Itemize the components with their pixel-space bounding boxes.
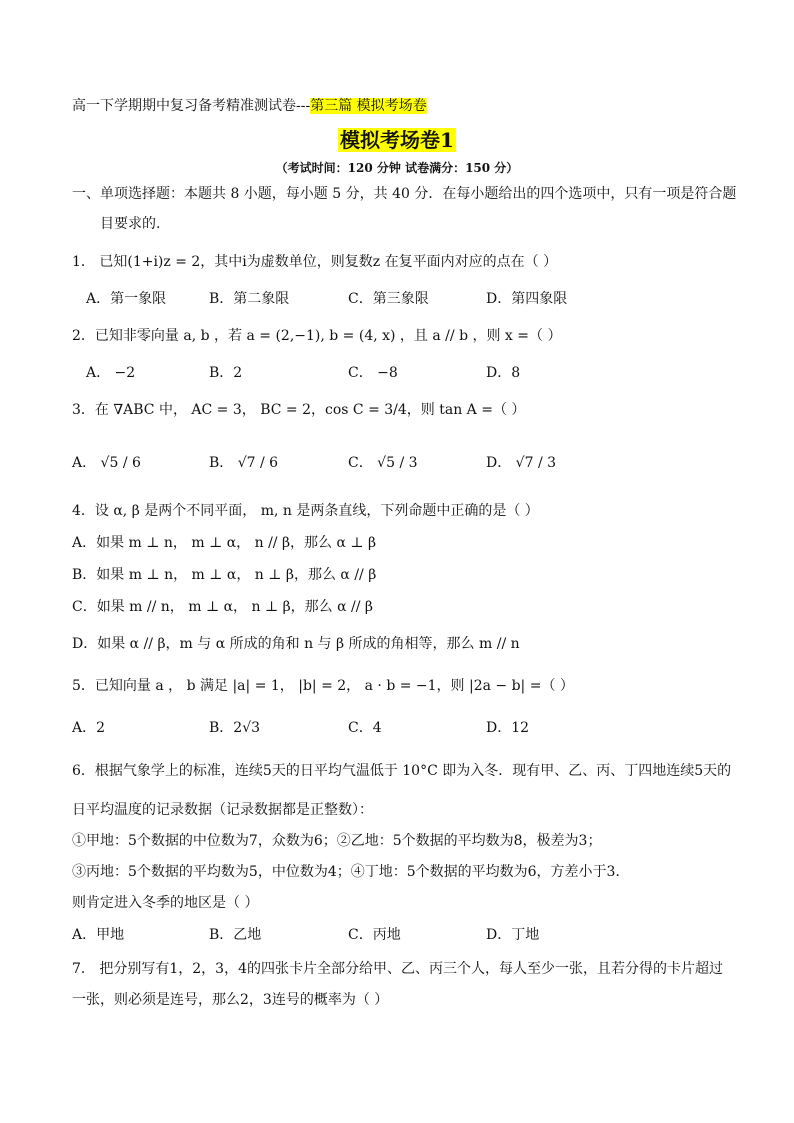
header-highlight: 第三篇 模拟考场卷 bbox=[310, 98, 427, 114]
q6-line-4: ③丙地：5个数据的平均数为5，中位数为4；④丁地：5个数据的平均数为6，方差小于3． bbox=[72, 864, 630, 880]
exam-subtitle: （考试时间：120 分钟 试卷满分：150 分） bbox=[275, 161, 519, 175]
q3-stem: 3．在 ∇ABC 中， AC = 3， BC = 2，cos C = 3/4，则 tan A =（ ） bbox=[72, 402, 526, 418]
q3-option-d: D． √7 / 3 bbox=[486, 455, 557, 471]
q3-option-c: C． √5 / 3 bbox=[348, 455, 418, 471]
q2-option-b: B．2 bbox=[209, 365, 243, 381]
q4-option-a: A．如果 m ⊥ n， m ⊥ α， n // β，那么 α ⊥ β bbox=[72, 535, 377, 551]
section1-instruction-2: 目要求的. bbox=[100, 216, 161, 232]
q5-option-b: B．2√3 bbox=[209, 720, 261, 736]
q5-stem: 5．已知向量 a ， b 满足 |a| = 1， |b| = 2， a · b = −1，则 |2a − b| =（ ） bbox=[72, 678, 574, 694]
q1-option-a: A．第一象限 bbox=[86, 291, 167, 307]
q4-stem: 4．设 α, β 是两个不同平面， m, n 是两条直线，下列命题中正确的是（ ） bbox=[72, 503, 539, 519]
q6-option-c: C．丙地 bbox=[348, 927, 401, 943]
q1-option-b: B．第二象限 bbox=[209, 291, 290, 307]
q5-option-d: D．12 bbox=[486, 720, 530, 736]
q1-option-d: D．第四象限 bbox=[486, 291, 568, 307]
q6-line-1: 6．根据气象学上的标准，连续5天的日平均气温低于 10°C 即为入冬．现有甲、乙、丙、丁四地连续5天的 bbox=[72, 763, 732, 779]
header-prefix: 高一下学期期中复习备考精准测试卷--- bbox=[72, 98, 311, 114]
exam-title-row bbox=[0, 124, 794, 153]
q6-option-a: A．甲地 bbox=[72, 927, 125, 943]
q5-option-a: A．2 bbox=[72, 720, 106, 736]
q7-line-1: 7． 把分别写有1，2，3，4的四张卡片全部分给甲、乙、丙三个人，每人至少一张，且若分得的卡片超过 bbox=[72, 961, 723, 977]
q4-option-d: D．如果 α // β，m 与 α 所成的角和 n 与 β 所成的角相等，那么 m // n bbox=[72, 636, 520, 652]
q6-line-5: 则肯定进入冬季的地区是（ ） bbox=[72, 895, 259, 911]
q1-option-c: C．第三象限 bbox=[348, 291, 429, 307]
q4-option-b: B．如果 m ⊥ n， m ⊥ α， n ⊥ β，那么 α // β bbox=[72, 567, 377, 583]
q4-option-c: C．如果 m // n， m ⊥ α， n ⊥ β，那么 α // β bbox=[72, 599, 373, 615]
q2-option-a: A． −2 bbox=[86, 365, 136, 381]
q1-stem: 1． 已知(1+i)z = 2，其中i为虚数单位，则复数z 在复平面内对应的点在（ ） bbox=[72, 254, 558, 270]
q6-option-d: D．丁地 bbox=[486, 927, 540, 943]
exam-title: 模拟考场卷1 bbox=[340, 128, 454, 152]
q6-option-b: B．乙地 bbox=[209, 927, 262, 943]
q7-line-2: 一张，则必须是连号，那么2，3连号的概率为（ ） bbox=[72, 992, 389, 1008]
q6-line-2: 日平均温度的记录数据（记录数据都是正整数）： bbox=[72, 802, 373, 818]
q2-option-d: D．8 bbox=[486, 365, 521, 381]
exam-header bbox=[72, 97, 427, 115]
section1-instruction-1: 一、单项选择题：本题共 8 小题，每小题 5 分，共 40 分．在每小题给出的四个选项中，只有一项是符合题 bbox=[72, 186, 737, 202]
q3-option-a: A． √5 / 6 bbox=[72, 455, 141, 471]
q5-option-c: C．4 bbox=[348, 720, 382, 736]
q2-option-c: C． −8 bbox=[348, 365, 398, 381]
q2-stem: 2．已知非零向量 a, b ，若 a = (2,−1), b = (4, x) ，且 a // b ，则 x =（ ） bbox=[72, 328, 562, 344]
q3-option-b: B． √7 / 6 bbox=[209, 455, 279, 471]
q6-line-3: ①甲地：5个数据的中位数为7，众数为6；②乙地：5个数据的平均数为8，极差为3； bbox=[72, 833, 602, 849]
